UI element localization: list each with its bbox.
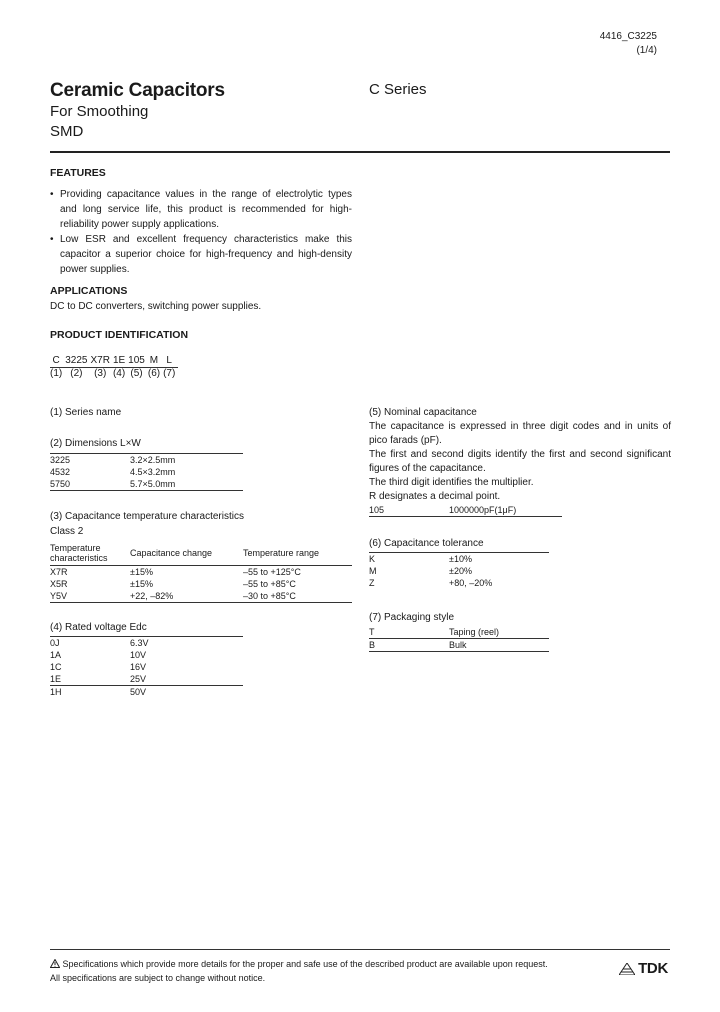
footer-specifications-note: Specifications which provide more details for the proper and safe use of the described product are available upon request.: [62, 959, 548, 969]
tdk-logo: [619, 960, 668, 977]
product-identification-heading: PRODUCT IDENTIFICATION: [50, 329, 189, 341]
code-capacitance: 105: [128, 353, 148, 368]
header-divider: [50, 151, 670, 153]
table-row: 1A 10V: [50, 650, 147, 660]
code-index: (7): [163, 368, 176, 379]
document-number: [600, 30, 657, 58]
table-row: 0J 6.3V: [50, 637, 243, 650]
table-row: 1H 50V: [50, 687, 147, 697]
tolerance-heading: (6) Capacitance tolerance: [369, 538, 484, 549]
code-index: (6): [147, 368, 161, 379]
tolerance-table: [369, 552, 549, 589]
packaging-heading: (7) Packaging style: [369, 612, 455, 623]
footer-change-notice: All specifications are subject to change without notice.: [50, 973, 266, 983]
tdk-logo-text: TDK: [638, 960, 668, 977]
nominal-capacitance-heading: (5) Nominal capacitance: [369, 407, 477, 418]
subtitle-smoothing: For Smoothing: [50, 103, 149, 120]
packaging-table: [369, 626, 549, 652]
feature-text: Providing capacitance values in the range of electrolytic types and long service life, this product is recommended for high-reliability power supply applications.: [60, 189, 352, 230]
capacitance-example-table: [369, 504, 562, 517]
page-title: Ceramic Capacitors: [50, 80, 225, 101]
table-row: T Taping (reel): [369, 626, 549, 639]
temp-char-table: [50, 541, 352, 603]
nominal-capacitance-text: [369, 420, 671, 504]
table-row: B Bulk: [369, 639, 549, 652]
table-row: Z +80, –20%: [369, 578, 493, 588]
capacitance-note: The third digit identifies the multiplier.: [369, 477, 534, 488]
dimensions-heading: (2) Dimensions L×W: [50, 438, 141, 449]
feature-bullet: • Low ESR and excellent frequency characteristics make this capacitor a superior choice for high-frequency and high-density power supplies.: [50, 234, 352, 275]
feature-text: Low ESR and excellent frequency characteristics make this capacitor a superior choice for high-frequency and high-density power supplies.: [60, 234, 352, 275]
table-row: X5R ±15% –55 to +85°C: [50, 579, 296, 589]
warning-icon: [50, 959, 60, 968]
tdk-logo-icon: [619, 963, 635, 975]
series-label: C Series: [369, 81, 427, 98]
table-row: 3225 3.2×2.5mm: [50, 454, 243, 467]
rated-voltage-heading: (4) Rated voltage Edc: [50, 622, 147, 633]
footer-line-warning: [50, 957, 548, 971]
code-voltage: 1E: [113, 353, 128, 368]
applications-text: DC to DC converters, switching power supplies.: [50, 301, 262, 312]
capacitance-note: The first and second digits identify the first and second significant figures of the capacitance.: [369, 449, 671, 474]
feature-bullet: • Providing capacitance values in the range of electrolytic types and long service life, this product is recommended for high-reliability power supply applications.: [50, 189, 352, 230]
code-index: (5): [130, 368, 143, 379]
table-row: K ±10%: [369, 553, 549, 566]
table-row: 4532 4.5×3.2mm: [50, 467, 176, 477]
features-list: [50, 187, 352, 277]
table-row: X7R ±15% –55 to +125°C: [50, 566, 352, 579]
capacitance-note: R designates a decimal point.: [369, 491, 501, 502]
code-index: (4): [112, 368, 126, 379]
table-header: Temperature characteristics Capacitance change Temperature range: [50, 543, 320, 563]
capacitance-note: The capacitance is expressed in three digit codes and in units of pico farads (pF).: [369, 421, 671, 446]
temp-char-heading: (3) Capacitance temperature characteristics: [50, 511, 244, 522]
table-row: M ±20%: [369, 566, 472, 576]
footer-divider: [50, 949, 670, 950]
class-label: Class 2: [50, 526, 84, 537]
page-indicator: (1/4): [636, 45, 657, 56]
part-number-breakdown: [50, 353, 178, 379]
table-row: 105 1000000pF(1μF): [369, 504, 562, 517]
footer-notes: [50, 957, 548, 985]
table-row: 1E 25V: [50, 673, 243, 686]
code-series: C: [50, 353, 65, 368]
code-index: (1): [50, 368, 63, 379]
dimensions-table: [50, 453, 243, 491]
applications-heading: APPLICATIONS: [50, 285, 128, 297]
code-temp-char: X7R: [90, 353, 112, 368]
table-row: Y5V +22, –82% –30 to +85°C: [50, 590, 352, 603]
code-dimensions: 3225: [65, 353, 90, 368]
features-heading: FEATURES: [50, 167, 106, 179]
code-packaging: L: [163, 353, 178, 368]
table-row: 1C 16V: [50, 662, 147, 672]
doc-code: 4416_C3225: [599, 31, 657, 42]
subtitle-smd: SMD: [50, 123, 84, 140]
code-tolerance: M: [148, 353, 163, 368]
table-row: 5750 5.7×5.0mm: [50, 478, 243, 491]
code-index: (3): [94, 368, 107, 379]
series-name-heading: (1) Series name: [50, 407, 122, 418]
rated-voltage-table: [50, 636, 243, 698]
code-index: (2): [70, 368, 83, 379]
